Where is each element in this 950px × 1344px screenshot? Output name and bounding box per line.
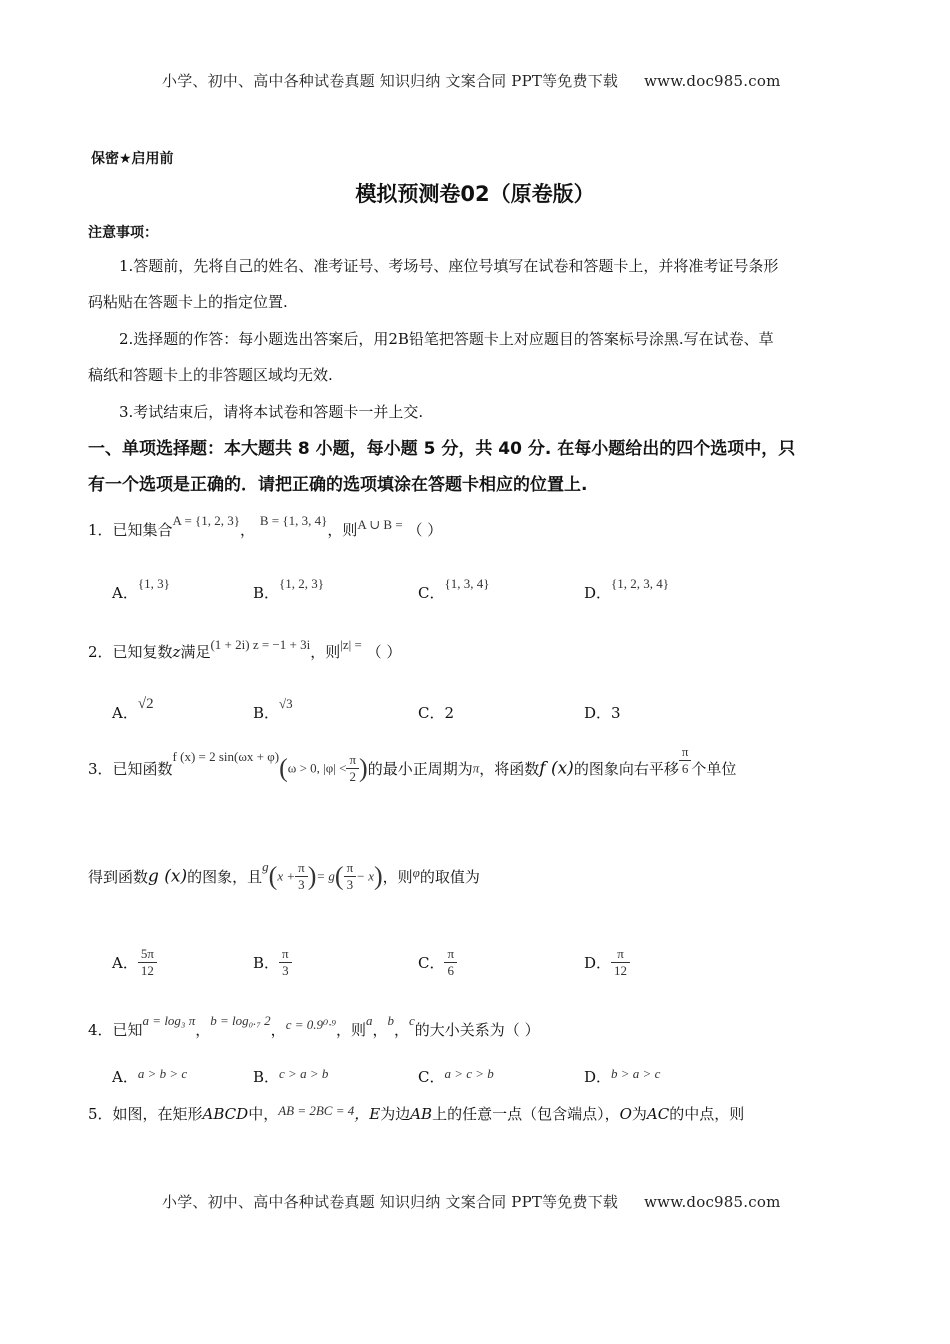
note-2a: 2.选择题的作答：每小题选出答案后，用2B铅笔把答题卡上对应题目的答案标号涂黑.写在试卷、草 (119, 330, 774, 348)
page-header (162, 70, 781, 91)
q1-set-a: A = {1, 2, 3} (172, 513, 241, 528)
section-heading-line1: 一、单项选择题：本大题共 8 小题，每小题 5 分，共 40 分. 在每小题给出的四个选项中，只 (88, 439, 796, 459)
q1-set-b: B = {1, 3, 4} (259, 513, 328, 528)
q3-option-c[interactable]: C． $\frac{\pi}{6}$ (418, 946, 457, 979)
question-5: 5．如图，在矩形ABCD中，AB = 2BC = 4，E为边AB上的任意一点（包含端点），O为AC的中点，则 (88, 1103, 745, 1123)
q2-option-a[interactable]: A．√2 (112, 696, 154, 722)
q1-option-c[interactable]: C．{1, 3, 4} (418, 576, 490, 602)
question-4: 4．已知a = log₃ π，b = log₀.₇ 2，c = 0.9⁰·⁹，则a，b，c的大小关系为（ ） (88, 1013, 540, 1039)
q4-option-b[interactable]: B．c > a > b (253, 1066, 329, 1086)
q1-expr: A ∪ B = (357, 517, 403, 532)
confidential-mark: 保密★启用前 (91, 151, 174, 167)
question-1 (88, 513, 443, 540)
question-3-line2: 得到函数g (x)的图象，且g(x + $\frac{\pi}{3}$ )= g( $\frac{\pi}{3}$ − x)，则φ的取值为 (88, 858, 480, 892)
q2-option-b[interactable]: B．√3 (253, 696, 293, 722)
note-3: 3.考试结束后，请将本试卷和答题卡一并上交. (119, 403, 424, 421)
q1-then: ，则 (327, 521, 358, 539)
q3-option-d[interactable]: D． $\frac{\pi}{12}$ (584, 946, 630, 979)
notes-heading: 注意事项： (88, 225, 158, 241)
note-1b: 码粘贴在答题卡上的指定位置. (88, 293, 288, 311)
q2-expr: |z| = (340, 637, 362, 652)
q1-sep: ， (240, 521, 256, 539)
note-1a: 1.答题前，先将自己的姓名、准考证号、考场号、座位号填写在试卷和答题卡上，并将准考证号条形 (119, 257, 779, 275)
q1-paren: （ ） (407, 521, 443, 539)
header-url[interactable]: www.doc985.com (644, 72, 781, 90)
q3-option-b[interactable]: B． $\frac{\pi}{3}$ (253, 946, 292, 979)
q2-option-c[interactable]: C．2 (418, 704, 455, 722)
q4-option-c[interactable]: C．a > c > b (418, 1066, 494, 1086)
q4-option-d[interactable]: D．b > a > c (584, 1066, 661, 1086)
q1-option-a[interactable]: A．{1, 3} (112, 576, 170, 602)
header-text: 小学、初中、高中各种试卷真题 知识归纳 文案合同 PPT等免费下载 (162, 72, 619, 90)
q2-option-d[interactable]: D．3 (584, 704, 621, 722)
q3-function: f (x) = 2 sin(ωx + φ) (172, 748, 280, 764)
page-footer (162, 1191, 781, 1212)
page-title: 模拟预测卷02（原卷版） (355, 182, 595, 206)
q3-option-a[interactable]: A． $\frac{5\pi}{12}$ (112, 946, 157, 979)
note-2b: 稿纸和答题卡上的非答题区域均无效. (88, 366, 333, 384)
footer-text: 小学、初中、高中各种试卷真题 知识归纳 文案合同 PPT等免费下载 (162, 1193, 619, 1211)
question-2: 2．已知复数z满足(1 + 2i) z = −1 + 3i，则|z| = （ ） (88, 637, 402, 661)
section-heading-line2: 有一个选项是正确的．请把正确的选项填涂在答题卡相应的位置上. (88, 475, 588, 495)
question-3-line1: 3．已知函数f (x) = 2 sin(ωx + φ)(ω > 0, |φ| < $\frac{\pi}{2}$ )的最小正周期为π，将函数f (x)的图象向右平移 $\frac{\pi}{6}$ 个单位 (88, 744, 737, 784)
q1-option-b[interactable]: B．{1, 2, 3} (253, 576, 325, 602)
q2-equation: (1 + 2i) z = −1 + 3i (210, 637, 311, 652)
q1-option-d[interactable]: D．{1, 2, 3, 4} (584, 576, 670, 602)
q1-prefix: 1．已知集合 (88, 521, 173, 539)
q4-option-a[interactable]: A．a > b > c (112, 1066, 188, 1086)
footer-url[interactable]: www.doc985.com (644, 1193, 781, 1211)
